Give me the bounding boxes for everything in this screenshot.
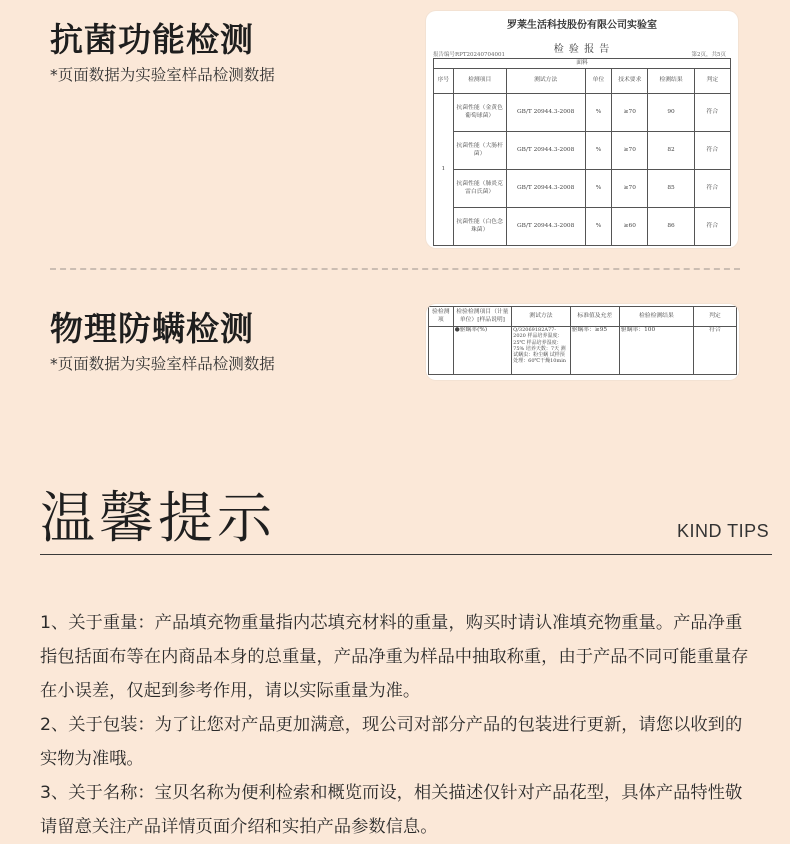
report-header-cell: 测试方法 (506, 69, 585, 94)
tips-subtitle: KIND TIPS (677, 521, 770, 541)
report-unit: % (585, 208, 611, 246)
tip-packaging: 2、关于包装：为了让您对产品更加满意，现公司对部分产品的包装进行更新，请您以收到的实物为准哦。 (40, 715, 743, 769)
report-header-cell: 序号 (434, 69, 454, 94)
tips-title: 温馨提示 (40, 486, 277, 550)
report-unit: % (585, 94, 611, 132)
report-item: 抗菌性能（肺炎克雷白氏菌） (453, 170, 506, 208)
report-result: 驱螨率：100 (619, 327, 693, 375)
report-item: 抗菌性能（大肠杆菌） (453, 132, 506, 170)
report-verdict: 符合 (694, 94, 730, 132)
table-row (429, 327, 737, 375)
report-result: 86 (648, 208, 694, 246)
report-verdict: 符合 (694, 132, 730, 170)
report-result: 90 (648, 94, 694, 132)
table-row (434, 208, 731, 246)
report-page: 第2页，共5页 (691, 52, 726, 58)
report-header-cell: 验检测项 (429, 307, 454, 327)
report-header-cell: 检验检测项目（计量单位）[样品说明] (453, 307, 512, 327)
report-requirement: ≥60 (612, 208, 648, 246)
tip-name: 3、关于名称：宝贝名称为便利检索和概览而设，相关描述仅针对产品花型，具体产品特性敬请留意关注产品详情页面介绍和实拍产品参数信息。 (40, 783, 743, 837)
report-item: 抗菌性能（白色念珠菌） (453, 208, 506, 246)
report-doc-title: 检 验 报 告 (553, 44, 611, 55)
antibacterial-report-image (426, 11, 738, 248)
report-requirement: ≥70 (612, 170, 648, 208)
anti-mite-report-table (428, 306, 737, 375)
antibacterial-section-title: 抗菌功能检测 (50, 20, 254, 59)
anti-mite-section-title: 物理防螨检测 (50, 309, 254, 348)
report-header-cell: 单位 (585, 69, 611, 94)
report-seq: 1 (434, 94, 454, 246)
report-method: GB/T 20944.3-2008 (506, 132, 585, 170)
report-method: GB/T 20944.3-2008 (506, 170, 585, 208)
report-verdict: 符合 (694, 208, 730, 246)
tip-weight: 1、关于重量：产品填充物重量指内芯填充材料的重量，购买时请认准填充物重量。产品净重指包括面布等在内商品本身的总重量，产品净重为样品中抽取称重，由于产品不同可能重量存在小误差，仅起到参考作用，请以实际重量为准。 (40, 613, 749, 701)
table-row (434, 170, 731, 208)
report-requirement: ≥70 (612, 132, 648, 170)
report-lab-name: 罗莱生活科技股份有限公司实验室 (507, 20, 657, 31)
report-header-cell: 检测结果 (648, 69, 694, 94)
report-standard: 驱螨率：≥95 (570, 327, 619, 375)
report-verdict: 符合 (694, 170, 730, 208)
report-result: 82 (648, 132, 694, 170)
report-verdict: 符合 (693, 327, 736, 375)
table-row (434, 94, 731, 132)
antibacterial-report-table (433, 58, 731, 246)
tips-list (40, 606, 752, 844)
report-header-cell: 检测项目 (453, 69, 506, 94)
report-item: 抗菌性能（金黄色葡萄球菌） (453, 94, 506, 132)
anti-mite-section-note: *页面数据为实验室样品检测数据 (50, 355, 275, 373)
report-unit: % (585, 170, 611, 208)
report-item: ●驱螨率(%) (453, 327, 512, 375)
report-header-cell: 技术要求 (612, 69, 648, 94)
report-requirement: ≥70 (612, 94, 648, 132)
report-result: 85 (648, 170, 694, 208)
report-header-cell: 判定 (693, 307, 736, 327)
report-method: GB/T 20944.3-2008 (506, 94, 585, 132)
report-unit: % (585, 132, 611, 170)
section-divider (50, 268, 740, 270)
report-method: Q/32069182A77-2020 样品培养温度：25℃ 样品培养湿度：75% 培养天数：7天 测试螨虫：粉尘螨 试样预处理：60℃干燥10min (512, 327, 571, 375)
report-method: GB/T 20944.3-2008 (506, 208, 585, 246)
report-header-cell: 检验检测结果 (619, 307, 693, 327)
antibacterial-section-note: *页面数据为实验室样品检测数据 (50, 66, 275, 84)
report-header-cell: 判定 (694, 69, 730, 94)
report-header-cell: 测试方法 (512, 307, 571, 327)
report-header-cell: 标准值及允差 (570, 307, 619, 327)
tips-divider (40, 554, 772, 555)
table-row (434, 132, 731, 170)
report-material-row: 面料 (434, 59, 731, 69)
anti-mite-report-image (426, 304, 739, 380)
report-number: 报告编号RPT20240704001 (433, 52, 506, 58)
